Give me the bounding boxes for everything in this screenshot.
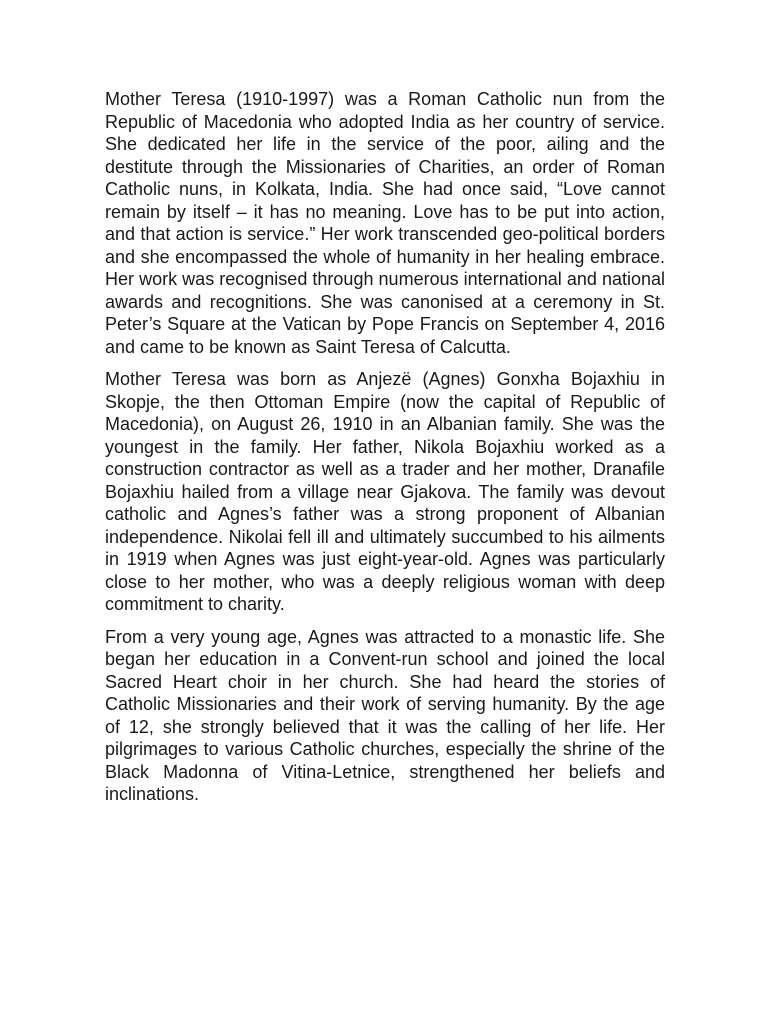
paragraph-1: Mother Teresa (1910-1997) was a Roman Catholic nun from the Republic of Macedonia who adopted India as her country of service. She dedicated her life in the service of the poor, ailing and the destitute through the Missionaries of Charities, an order of Roman Catholic nuns, in Kolkata, India. She had once said, “Love cannot remain by itself – it has no meaning. Love has to be put into action, and that action is service.” Her work transcended geo-political borders and she encompassed the whole of humanity in her healing embrace. Her work was recognised through numerous international and national awards and recognitions. She was canonised at a ceremony in St. Peter’s Square at the Vatican by Pope Francis on September 4, 2016 and came to be known as Saint Teresa of Calcutta. — [105, 89, 665, 357]
paragraph-2: Mother Teresa was born as Anjezë (Agnes) Gonxha Bojaxhiu in Skopje, the then Ottoman Empire (now the capital of Republic of Macedonia), on August 26, 1910 in an Albanian family. She was the youngest in the family. Her father, Nikola Bojaxhiu worked as a construction contractor as well as a trader and her mother, Dranafile Bojaxhiu hailed from a village near Gjakova. The family was devout catholic and Agnes’s father was a strong proponent of Albanian independence. Nikolai fell ill and ultimately succumbed to his ailments in 1919 when Agnes was just eight-year-old. Agnes was particularly close to her mother, who was a deeply religious woman with deep commitment to charity. — [105, 369, 665, 614]
paragraph-3: From a very young age, Agnes was attracted to a monastic life. She began her education in a Convent-run school and joined the local Sacred Heart choir in her church. She had heard the stories of Catholic Missionaries and their work of serving humanity. By the age of 12, she strongly believed that it was the calling of her life. Her pilgrimages to various Catholic churches, especially the shrine of the Black Madonna of Vitina-Letnice, strengthened her beliefs and inclinations. — [105, 626, 665, 804]
document-page — [105, 88, 665, 816]
